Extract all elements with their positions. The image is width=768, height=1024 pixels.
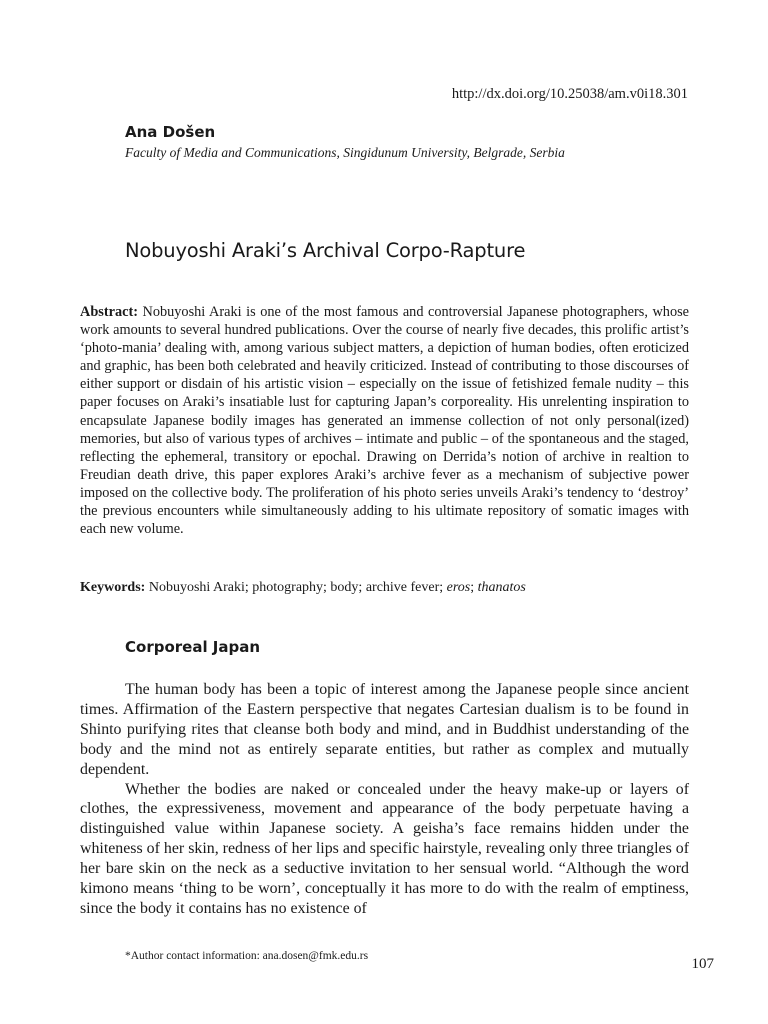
author-affiliation: Faculty of Media and Communications, Singidunum University, Belgrade, Serbia: [125, 145, 565, 160]
abstract-label: Abstract:: [80, 304, 138, 320]
keywords: [80, 580, 689, 596]
keywords-text: Nobuyoshi Araki; photography; body; archive fever;: [145, 580, 447, 595]
keywords-label: Keywords:: [80, 580, 146, 595]
section-body: [80, 680, 689, 919]
keyword-eros: eros: [446, 580, 471, 595]
body-paragraph: Whether the bodies are naked or concealed under the heavy make-up or layers of clothes, the expressiveness, movement and appearance of the body perpetuate having a distinguished value within Japanese society. A geisha’s face remains hidden under the whiteness of her skin, redness of her lips and specific hairstyle, revealing only three triangles of her bare skin on the neck as a seductive invitation to her sensual world. “Although the word kimono means ‘thing to be worn’, conceptually it has more to do with the realm of emptiness, since the body it contains has no existence of: [80, 780, 689, 917]
keyword-thanatos: thanatos: [477, 580, 526, 595]
section-heading: Corporeal Japan: [125, 638, 261, 656]
abstract-text: Nobuyoshi Araki is one of the most famous and controversial Japanese photographers, whose work amounts to several hundred publications. Over the course of nearly five decades, this prolific artist’s ‘photo-mania’ dealing with, among various subject matters, a depiction of human bodies, often eroticized and graphic, has been both celebrated and heavily criticized. Instead of contributing to those discourses of either support or disdain of his artistic vision – especially on the issue of fetishized female nudity – this paper focuses on Araki’s insatiable lust for capturing Japan’s corporeality. His unrelenting inspiration to encapsulate Japanese bodily images has generated an immense collection of not only personal(ized) memories, but also of various types of archives – intimate and public – of the spontaneous and the staged, reflecting the ephemeral, transitory or epochal. Drawing on Derrida’s notion of archive in realtion to Freudian death drive, this paper explores Araki’s archive fever as a mechanism of subjective power imposed on the collective body. The proliferation of his photo series unveils Araki’s tendency to ‘destroy’ the previous encounters while simultaneously adding to his ultimate repository of somatic images with each new volume.: [80, 304, 689, 538]
author-footnote: *Author contact information: ana.dosen@fmk.edu.rs: [125, 950, 369, 962]
body-paragraph: The human body has been a topic of interest among the Japanese people since ancient times. Affirmation of the Eastern perspective that negates Cartesian dualism is to be found in Shinto purifying rites that cleanse both body and mind, and in Buddhist understanding of the body and the mind not as entirely separate entities, but rather as complex and mutually dependent.: [80, 681, 689, 778]
author-block: [125, 123, 705, 161]
page-number: 107: [691, 956, 714, 972]
paper-title: Nobuyoshi Araki’s Archival Corpo-Rapture: [125, 239, 526, 262]
abstract: [80, 303, 689, 538]
author-name: Ana Došen: [125, 123, 216, 141]
keyword-separator: ;: [470, 580, 478, 595]
doi-link[interactable]: http://dx.doi.org/10.25038/am.v0i18.301: [451, 86, 688, 102]
